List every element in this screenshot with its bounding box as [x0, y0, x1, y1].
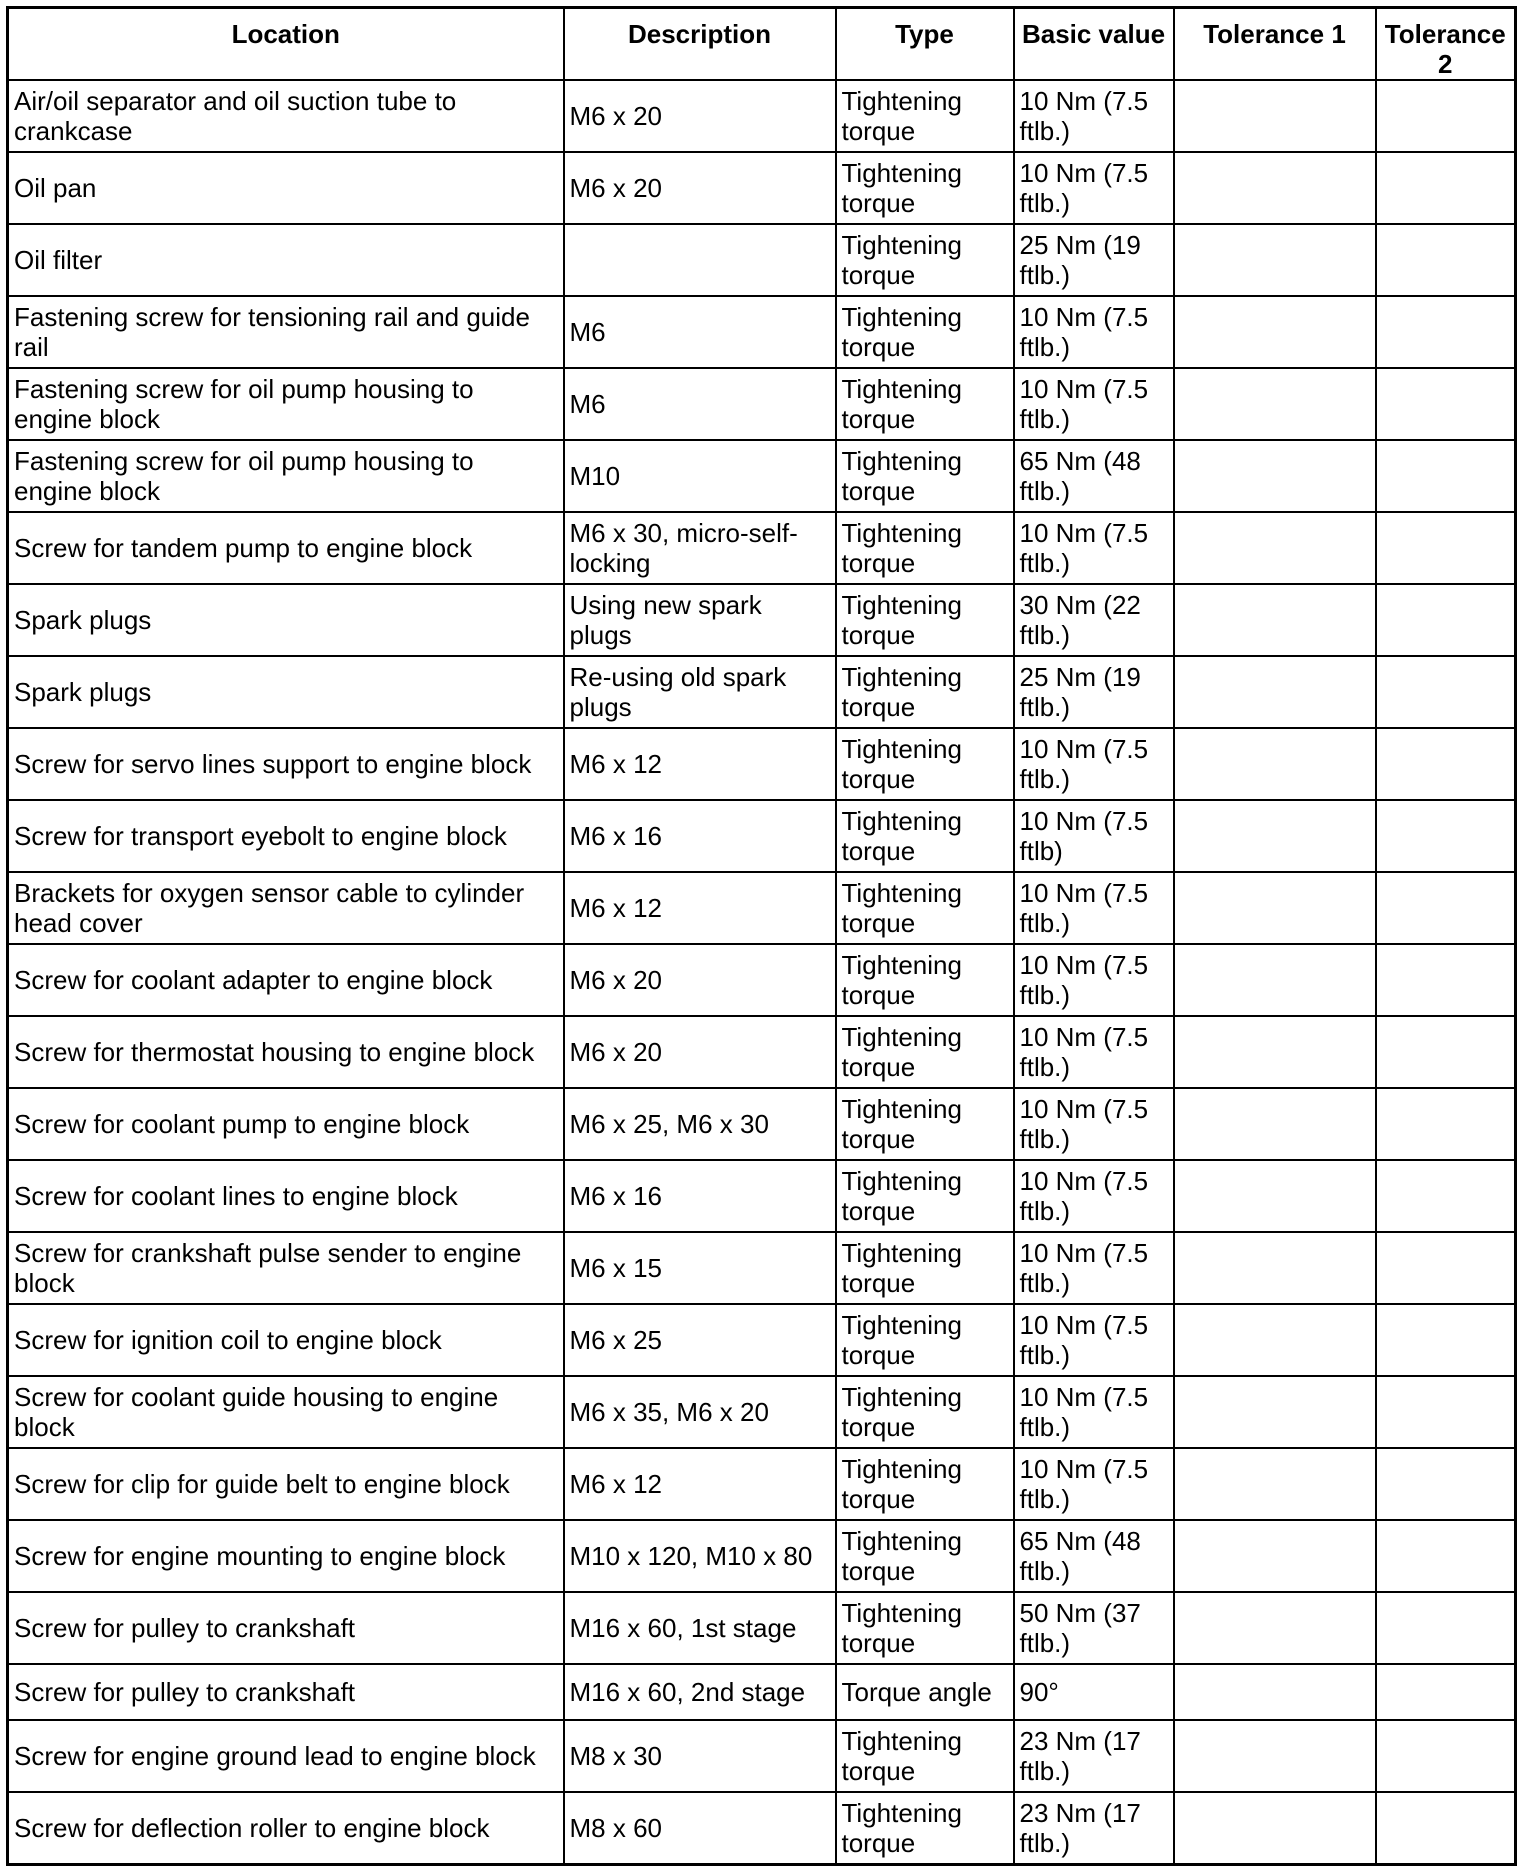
cell-type: Tightening torque — [836, 512, 1014, 584]
cell-location: Screw for engine mounting to engine block — [8, 1520, 564, 1592]
table-header — [8, 8, 1516, 81]
cell-type: Tightening torque — [836, 1376, 1014, 1448]
cell-basic-value: 10 Nm (7.5 ftlb) — [1014, 800, 1174, 872]
cell-type: Tightening torque — [836, 1016, 1014, 1088]
cell-location: Screw for engine ground lead to engine block — [8, 1720, 564, 1792]
table-row — [8, 728, 1516, 800]
cell-type: Tightening torque — [836, 440, 1014, 512]
cell-tolerance-1 — [1174, 1232, 1376, 1304]
cell-tolerance-1 — [1174, 1448, 1376, 1520]
cell-basic-value: 10 Nm (7.5 ftlb.) — [1014, 944, 1174, 1016]
cell-tolerance-1 — [1174, 224, 1376, 296]
cell-tolerance-2 — [1376, 584, 1516, 656]
cell-location: Screw for crankshaft pulse sender to engine block — [8, 1232, 564, 1304]
cell-location: Screw for coolant guide housing to engine block — [8, 1376, 564, 1448]
cell-basic-value: 23 Nm (17 ftlb.) — [1014, 1792, 1174, 1864]
table-row — [8, 1088, 1516, 1160]
cell-tolerance-1 — [1174, 1160, 1376, 1232]
table-row — [8, 1376, 1516, 1448]
cell-tolerance-1 — [1174, 512, 1376, 584]
cell-basic-value: 65 Nm (48 ftlb.) — [1014, 440, 1174, 512]
cell-description: M6 x 12 — [564, 872, 836, 944]
header-type: Type — [836, 8, 1014, 81]
cell-description: M6 x 15 — [564, 1232, 836, 1304]
table-row — [8, 1448, 1516, 1520]
header-description: Description — [564, 8, 836, 81]
cell-tolerance-1 — [1174, 368, 1376, 440]
cell-location: Fastening screw for oil pump housing to engine block — [8, 440, 564, 512]
header-tolerance-2: Tolerance 2 — [1376, 8, 1516, 81]
cell-location: Screw for pulley to crankshaft — [8, 1664, 564, 1720]
table-row — [8, 368, 1516, 440]
cell-basic-value: 90° — [1014, 1664, 1174, 1720]
cell-description: M16 x 60, 2nd stage — [564, 1664, 836, 1720]
cell-tolerance-2 — [1376, 152, 1516, 224]
table-row — [8, 872, 1516, 944]
cell-type: Tightening torque — [836, 800, 1014, 872]
cell-description: M8 x 60 — [564, 1792, 836, 1864]
cell-tolerance-2 — [1376, 512, 1516, 584]
cell-tolerance-1 — [1174, 1304, 1376, 1376]
cell-location: Fastening screw for tensioning rail and guide rail — [8, 296, 564, 368]
cell-tolerance-1 — [1174, 800, 1376, 872]
table-row — [8, 1232, 1516, 1304]
cell-tolerance-2 — [1376, 1160, 1516, 1232]
header-tolerance-1: Tolerance 1 — [1174, 8, 1376, 81]
cell-tolerance-2 — [1376, 1792, 1516, 1864]
cell-basic-value: 10 Nm (7.5 ftlb.) — [1014, 1376, 1174, 1448]
table-row — [8, 440, 1516, 512]
cell-description: M6 — [564, 368, 836, 440]
table-row — [8, 944, 1516, 1016]
cell-type: Tightening torque — [836, 1160, 1014, 1232]
table-row — [8, 1160, 1516, 1232]
cell-type: Tightening torque — [836, 1088, 1014, 1160]
cell-tolerance-2 — [1376, 1376, 1516, 1448]
cell-tolerance-2 — [1376, 1304, 1516, 1376]
cell-basic-value: 10 Nm (7.5 ftlb.) — [1014, 1016, 1174, 1088]
cell-basic-value: 50 Nm (37 ftlb.) — [1014, 1592, 1174, 1664]
cell-type: Tightening torque — [836, 872, 1014, 944]
cell-tolerance-2 — [1376, 80, 1516, 152]
cell-description: M6 x 12 — [564, 1448, 836, 1520]
cell-basic-value: 10 Nm (7.5 ftlb.) — [1014, 80, 1174, 152]
cell-tolerance-2 — [1376, 1088, 1516, 1160]
table-row — [8, 152, 1516, 224]
cell-basic-value: 10 Nm (7.5 ftlb.) — [1014, 728, 1174, 800]
cell-tolerance-1 — [1174, 1016, 1376, 1088]
cell-type: Tightening torque — [836, 1304, 1014, 1376]
cell-basic-value: 10 Nm (7.5 ftlb.) — [1014, 512, 1174, 584]
cell-tolerance-1 — [1174, 1792, 1376, 1864]
cell-type: Tightening torque — [836, 1448, 1014, 1520]
cell-location: Screw for coolant lines to engine block — [8, 1160, 564, 1232]
cell-basic-value: 25 Nm (19 ftlb.) — [1014, 656, 1174, 728]
cell-tolerance-1 — [1174, 584, 1376, 656]
cell-tolerance-1 — [1174, 944, 1376, 1016]
cell-tolerance-1 — [1174, 656, 1376, 728]
cell-tolerance-1 — [1174, 440, 1376, 512]
cell-type: Tightening torque — [836, 1720, 1014, 1792]
cell-type: Tightening torque — [836, 296, 1014, 368]
cell-tolerance-2 — [1376, 296, 1516, 368]
table-row — [8, 1520, 1516, 1592]
cell-type: Tightening torque — [836, 80, 1014, 152]
cell-basic-value: 65 Nm (48 ftlb.) — [1014, 1520, 1174, 1592]
cell-type: Tightening torque — [836, 656, 1014, 728]
cell-type: Tightening torque — [836, 1232, 1014, 1304]
cell-tolerance-2 — [1376, 368, 1516, 440]
cell-basic-value: 10 Nm (7.5 ftlb.) — [1014, 1232, 1174, 1304]
cell-location: Air/oil separator and oil suction tube to crankcase — [8, 80, 564, 152]
table-body — [8, 80, 1516, 1864]
cell-tolerance-2 — [1376, 728, 1516, 800]
cell-tolerance-2 — [1376, 1016, 1516, 1088]
cell-description: M6 — [564, 296, 836, 368]
header-location: Location — [8, 8, 564, 81]
cell-description: M6 x 20 — [564, 944, 836, 1016]
cell-type: Torque angle — [836, 1664, 1014, 1720]
cell-description: M6 x 16 — [564, 1160, 836, 1232]
torque-spec-table — [6, 6, 1517, 1866]
cell-location: Screw for clip for guide belt to engine block — [8, 1448, 564, 1520]
table-row — [8, 656, 1516, 728]
cell-description: Re-using old spark plugs — [564, 656, 836, 728]
table-row — [8, 1592, 1516, 1664]
cell-tolerance-1 — [1174, 872, 1376, 944]
cell-basic-value: 30 Nm (22 ftlb.) — [1014, 584, 1174, 656]
cell-type: Tightening torque — [836, 944, 1014, 1016]
cell-description: M6 x 20 — [564, 152, 836, 224]
cell-location: Screw for tandem pump to engine block — [8, 512, 564, 584]
cell-tolerance-2 — [1376, 1520, 1516, 1592]
table-row — [8, 1304, 1516, 1376]
cell-description: M16 x 60, 1st stage — [564, 1592, 836, 1664]
cell-tolerance-1 — [1174, 1520, 1376, 1592]
cell-basic-value: 25 Nm (19 ftlb.) — [1014, 224, 1174, 296]
cell-tolerance-2 — [1376, 1720, 1516, 1792]
cell-description: M6 x 25 — [564, 1304, 836, 1376]
cell-location: Brackets for oxygen sensor cable to cylinder head cover — [8, 872, 564, 944]
cell-tolerance-1 — [1174, 296, 1376, 368]
cell-tolerance-1 — [1174, 152, 1376, 224]
cell-tolerance-2 — [1376, 656, 1516, 728]
cell-basic-value: 10 Nm (7.5 ftlb.) — [1014, 1304, 1174, 1376]
cell-tolerance-2 — [1376, 1664, 1516, 1720]
cell-type: Tightening torque — [836, 1792, 1014, 1864]
cell-basic-value: 10 Nm (7.5 ftlb.) — [1014, 1448, 1174, 1520]
cell-description: M6 x 20 — [564, 1016, 836, 1088]
cell-type: Tightening torque — [836, 1520, 1014, 1592]
cell-basic-value: 10 Nm (7.5 ftlb.) — [1014, 1160, 1174, 1232]
cell-tolerance-1 — [1174, 1720, 1376, 1792]
cell-location: Screw for servo lines support to engine block — [8, 728, 564, 800]
cell-description: M6 x 12 — [564, 728, 836, 800]
table-row — [8, 800, 1516, 872]
cell-basic-value: 10 Nm (7.5 ftlb.) — [1014, 152, 1174, 224]
table-row — [8, 1792, 1516, 1864]
header-basic-value: Basic value — [1014, 8, 1174, 81]
cell-tolerance-2 — [1376, 1592, 1516, 1664]
cell-description: M10 x 120, M10 x 80 — [564, 1520, 836, 1592]
cell-description: M6 x 20 — [564, 80, 836, 152]
cell-tolerance-2 — [1376, 1448, 1516, 1520]
cell-type: Tightening torque — [836, 728, 1014, 800]
cell-description: M6 x 16 — [564, 800, 836, 872]
cell-tolerance-2 — [1376, 800, 1516, 872]
cell-tolerance-1 — [1174, 1592, 1376, 1664]
cell-tolerance-2 — [1376, 1232, 1516, 1304]
cell-tolerance-1 — [1174, 1376, 1376, 1448]
cell-description: M6 x 25, M6 x 30 — [564, 1088, 836, 1160]
table-row — [8, 1016, 1516, 1088]
table-row — [8, 80, 1516, 152]
header-row — [8, 8, 1516, 81]
cell-location: Screw for deflection roller to engine block — [8, 1792, 564, 1864]
cell-basic-value: 10 Nm (7.5 ftlb.) — [1014, 1088, 1174, 1160]
cell-location: Screw for ignition coil to engine block — [8, 1304, 564, 1376]
cell-location: Screw for thermostat housing to engine block — [8, 1016, 564, 1088]
cell-location: Oil pan — [8, 152, 564, 224]
cell-description — [564, 224, 836, 296]
table-row — [8, 584, 1516, 656]
table-row — [8, 1720, 1516, 1792]
cell-tolerance-1 — [1174, 1088, 1376, 1160]
cell-type: Tightening torque — [836, 1592, 1014, 1664]
cell-tolerance-2 — [1376, 440, 1516, 512]
cell-description: M8 x 30 — [564, 1720, 836, 1792]
cell-location: Spark plugs — [8, 656, 564, 728]
cell-type: Tightening torque — [836, 224, 1014, 296]
cell-tolerance-2 — [1376, 224, 1516, 296]
cell-tolerance-2 — [1376, 872, 1516, 944]
cell-basic-value: 10 Nm (7.5 ftlb.) — [1014, 872, 1174, 944]
cell-location: Screw for coolant pump to engine block — [8, 1088, 564, 1160]
cell-location: Fastening screw for oil pump housing to engine block — [8, 368, 564, 440]
cell-tolerance-1 — [1174, 80, 1376, 152]
cell-location: Screw for coolant adapter to engine block — [8, 944, 564, 1016]
cell-description: M6 x 30, micro-self-locking — [564, 512, 836, 584]
cell-tolerance-2 — [1376, 944, 1516, 1016]
cell-description: Using new spark plugs — [564, 584, 836, 656]
cell-basic-value: 23 Nm (17 ftlb.) — [1014, 1720, 1174, 1792]
cell-location: Screw for transport eyebolt to engine block — [8, 800, 564, 872]
cell-basic-value: 10 Nm (7.5 ftlb.) — [1014, 296, 1174, 368]
cell-tolerance-1 — [1174, 728, 1376, 800]
cell-type: Tightening torque — [836, 152, 1014, 224]
table-row — [8, 1664, 1516, 1720]
cell-location: Oil filter — [8, 224, 564, 296]
cell-type: Tightening torque — [836, 584, 1014, 656]
table-row — [8, 512, 1516, 584]
cell-type: Tightening torque — [836, 368, 1014, 440]
table-row — [8, 224, 1516, 296]
cell-location: Spark plugs — [8, 584, 564, 656]
cell-tolerance-1 — [1174, 1664, 1376, 1720]
cell-description: M10 — [564, 440, 836, 512]
cell-location: Screw for pulley to crankshaft — [8, 1592, 564, 1664]
table-row — [8, 296, 1516, 368]
cell-description: M6 x 35, M6 x 20 — [564, 1376, 836, 1448]
cell-basic-value: 10 Nm (7.5 ftlb.) — [1014, 368, 1174, 440]
